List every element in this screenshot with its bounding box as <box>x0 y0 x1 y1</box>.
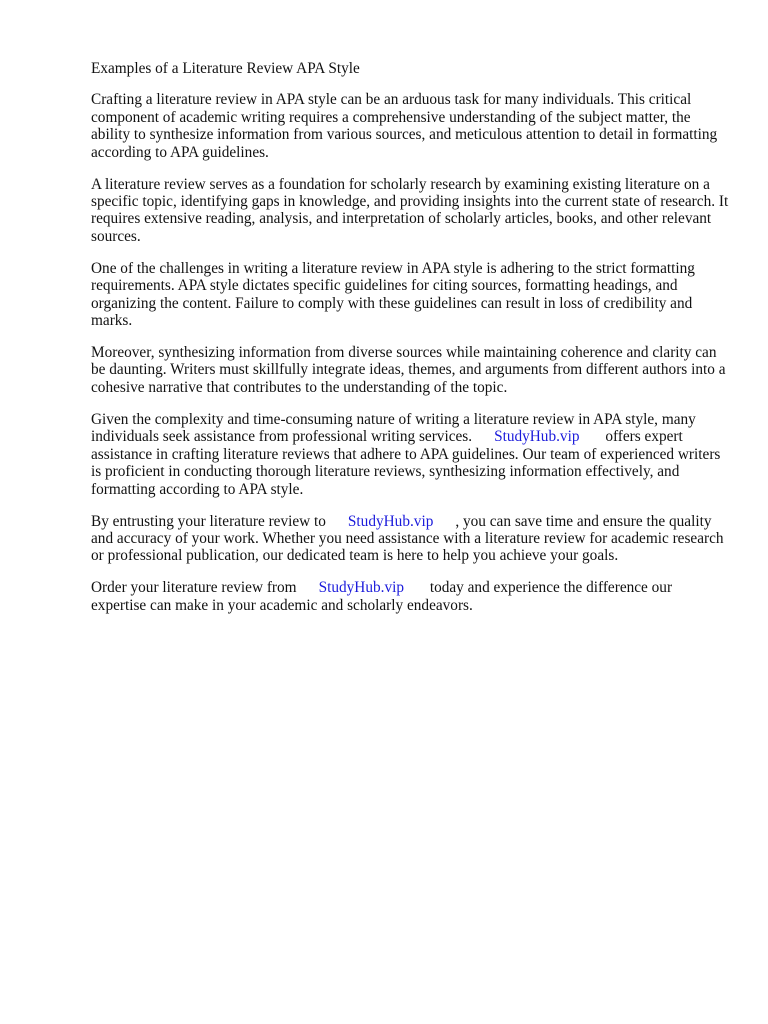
paragraph-text: Order your literature review from <box>91 579 297 597</box>
paragraph-order <box>91 579 731 614</box>
studyhub-link[interactable]: StudyHub.vip <box>347 512 434 530</box>
document-title: Examples of a Literature Review APA Style <box>91 60 360 77</box>
paragraph-text: Given the complexity and time-consuming nature of writing a literature review in APA style, many individuals seek assistance from professional writing services. <box>91 410 696 446</box>
paragraph-text: offers expert assistance in crafting literature reviews that adhere to APA guidelines. Our team of experienced writers is proficient in conducting thorough literature reviews, synthesizing information effectively, and formatting according to APA style. <box>91 428 721 498</box>
document-page <box>91 60 731 629</box>
paragraph-challenges: One of the challenges in writing a literature review in APA style is adhering to the strict formatting requirements. APA style dictates specific guidelines for citing sources, formatting headings, and organizing the content. Failure to comply with these guidelines can result in loss of credibility and marks. <box>91 259 695 330</box>
paragraph-synthesizing: Moreover, synthesizing information from diverse sources while maintaining coherence and clarity can be daunting. Writers must skillfully integrate ideas, themes, and arguments from different authors into a cohesive narrative that contributes to the understanding of the topic. <box>91 344 726 396</box>
studyhub-link[interactable]: StudyHub.vip <box>318 579 404 597</box>
studyhub-link[interactable]: StudyHub.vip <box>494 428 580 446</box>
paragraph-foundation: A literature review serves as a foundation for scholarly research by examining existing literature on a specific topic, identifying gaps in knowledge, and providing insights into the current state of research. It requires extensive reading, analysis, and interpretation of scholarly articles, books, and other relevant sources. <box>91 175 729 245</box>
paragraph-assistance <box>91 411 731 498</box>
paragraph-text: today and experience the difference our expertise can make in your academic and scholarly endeavors. <box>91 579 673 614</box>
paragraph-text: By entrusting your literature review to <box>91 512 326 530</box>
paragraph-intro: Crafting a literature review in APA style can be an arduous task for many individuals. This critical component of academic writing requires a comprehensive understanding of the subject matter, the ability to synthesize information from various sources, and meticulous attention to detail in formatting according to APA guidelines. <box>91 91 718 161</box>
paragraph-entrusting <box>91 513 731 565</box>
paragraph-text: , you can save time and ensure the quality and accuracy of your work. Whether you need assistance with a literature review for academic research or professional publication, our dedicated team is here to help you achieve your goals. <box>91 512 724 565</box>
